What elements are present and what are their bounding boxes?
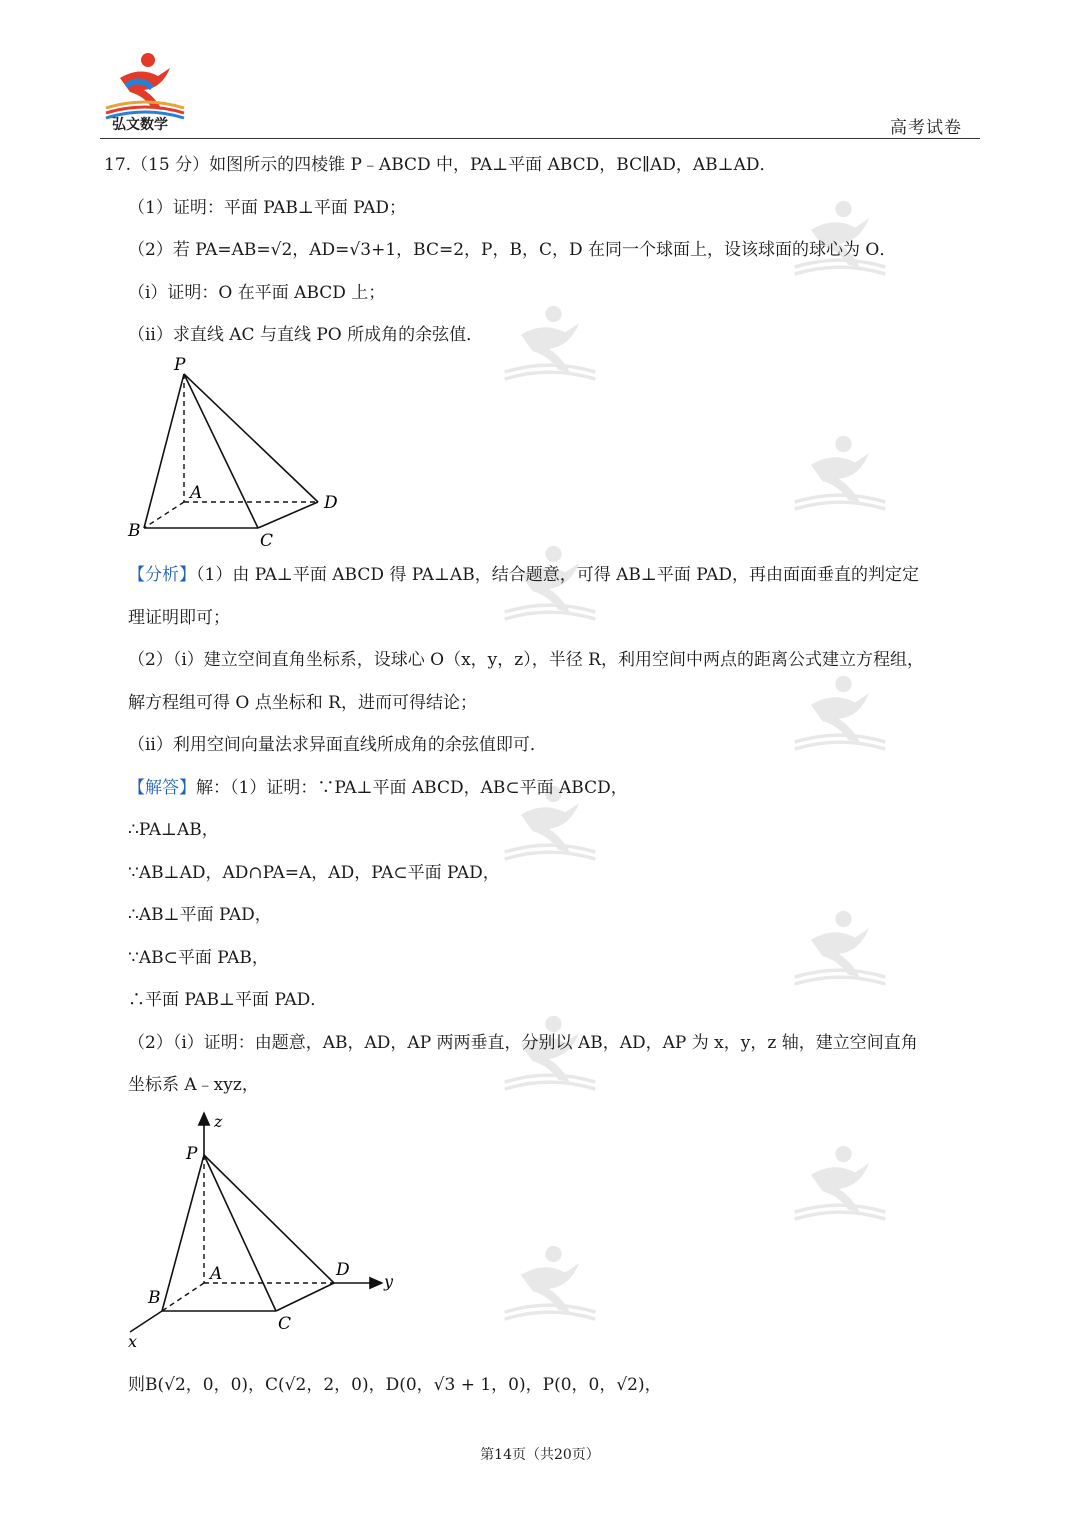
analysis-continuation: 理证明即可； [128, 608, 230, 628]
solution-tag: 【解答】 [128, 778, 196, 798]
label-b: B [148, 1288, 161, 1308]
solution-step: ∴PA⊥AB， [128, 820, 219, 840]
label-a: A [190, 483, 203, 503]
solution-step: ∴平面 PAB⊥平面 PAD． [128, 990, 328, 1010]
analysis-part-2i: （2）（i）建立空间直角坐标系，设球心 O（x，y，z），半径 R，利用空间中两点的距离公式建立方程组， [128, 650, 924, 670]
analysis-part-2ii: （ii）利用空间向量法求异面直线所成角的余弦值即可． [128, 735, 547, 755]
coordinate-pyramid-figure [120, 1105, 410, 1355]
label-b: B [128, 521, 141, 541]
solution-step: （2）（i）证明：由题意，AB，AD，AP 两两垂直，分别以 AB，AD，AP 为 x，y，z 轴，建立空间直角 [128, 1033, 918, 1053]
solution-step: ∵AB⊥AD，AD∩PA=A，AD，PA⊂平面 PAD， [128, 863, 500, 883]
label-d: D [324, 493, 338, 513]
solution-text: 解：（1）证明：∵PA⊥平面 ABCD，AB⊂平面 ABCD， [196, 778, 628, 798]
solution-step: ∵AB⊂平面 PAB， [128, 948, 269, 968]
watermark-icon [490, 300, 610, 400]
axis-label-y: y [384, 1272, 394, 1291]
watermark-icon [780, 1140, 900, 1240]
question-part-2ii: （ii）求直线 AC 与直线 PO 所成角的余弦值． [128, 325, 484, 345]
watermark-icon [780, 430, 900, 530]
watermark-icon [780, 905, 900, 1005]
document-type-label: 高考试卷 [890, 118, 962, 138]
pyramid-figure [120, 350, 360, 550]
analysis-tag: 【分析】 [128, 565, 196, 585]
watermark-icon [780, 670, 900, 770]
solution-line [128, 773, 628, 798]
axis-label-x: x [128, 1332, 138, 1351]
label-p: P [186, 1144, 198, 1164]
watermark-icon [490, 540, 610, 640]
analysis-part-2i-cont: 解方程组可得 O 点坐标和 R，进而可得结论； [128, 693, 477, 713]
coordinates-line: 则B(√2，0，0)，C(√2，2，0)，D(0，√3 + 1，0)，P(0，0，√2)， [128, 1375, 662, 1395]
analysis-text: （1）由 PA⊥平面 ABCD 得 PA⊥AB，结合题意，可得 AB⊥平面 PAD，再由面面垂直的判定定 [196, 565, 920, 585]
label-p: P [174, 355, 186, 375]
label-c: C [260, 531, 274, 550]
question-part-1: （1）证明：平面 PAB⊥平面 PAD； [128, 198, 407, 218]
watermark-icon [490, 1240, 610, 1340]
axis-label-z: z [214, 1112, 223, 1131]
watermark-icon [490, 1010, 610, 1110]
question-part-2: （2）若 PA=AB=√2，AD=√3+1，BC=2，P，B，C，D 在同一个球面上，设该球面的球心为 O． [128, 240, 897, 260]
label-c: C [278, 1314, 292, 1334]
question-part-2i: （i）证明：O 在平面 ABCD 上； [128, 283, 386, 303]
label-d: D [336, 1260, 350, 1280]
header-divider [100, 138, 980, 139]
page-number: 第14页（共20页） [480, 1447, 600, 1463]
label-a: A [210, 1264, 223, 1284]
logo-text: 弘文数学 [112, 117, 168, 133]
analysis-line [128, 560, 919, 585]
problem-statement: 17.（15 分）如图所示的四棱锥 P﹣ABCD 中，PA⊥平面 ABCD，BC∥AD，AB⊥AD． [104, 155, 777, 175]
solution-step: ∴AB⊥平面 PAD， [128, 905, 272, 925]
solution-step: 坐标系 A﹣xyz， [128, 1075, 259, 1095]
